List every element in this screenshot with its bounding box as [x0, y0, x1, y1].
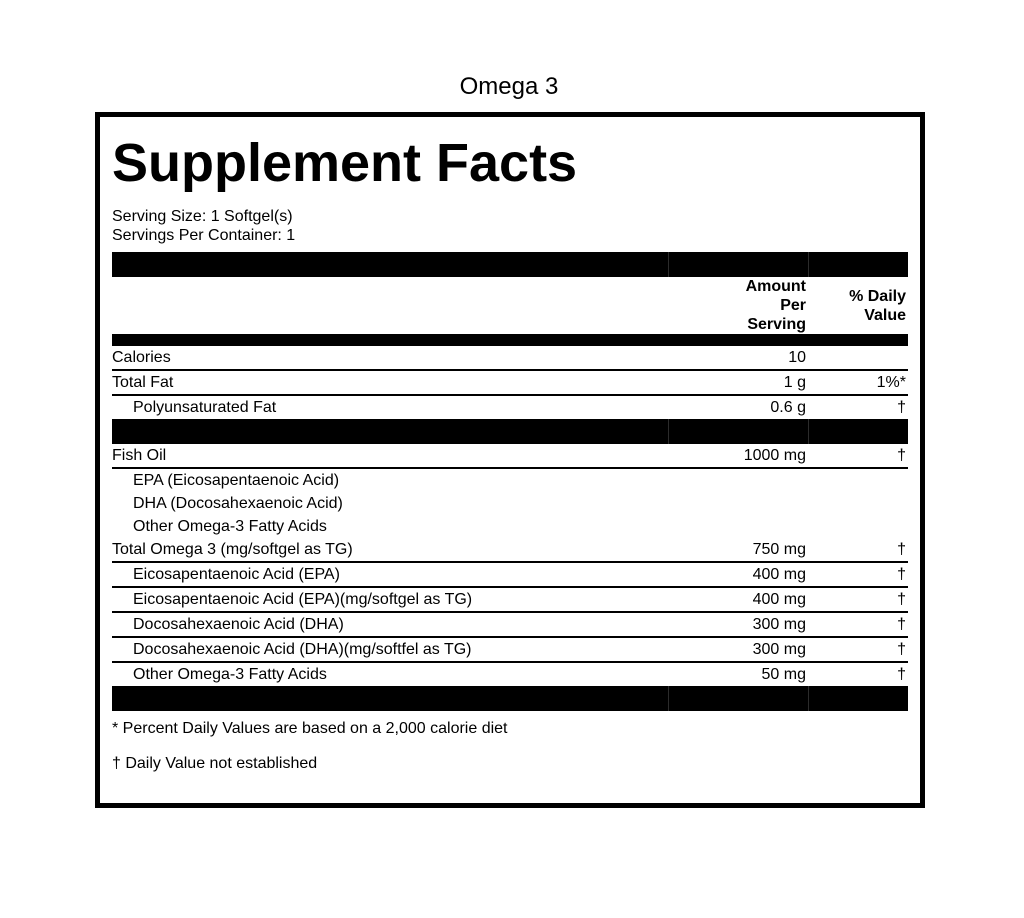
- amount-per-serving-header: Amount Per Serving: [745, 278, 806, 333]
- divider-bar-top: [112, 252, 908, 277]
- nutrient-daily-value: †: [808, 637, 908, 662]
- nutrient-daily-value: †: [808, 538, 908, 562]
- column-header-row: [112, 277, 908, 334]
- nutrient-name: Fish Oil: [112, 444, 668, 468]
- nutrient-amount: 300 mg: [668, 637, 808, 662]
- nutrient-daily-value: 1%*: [808, 370, 908, 395]
- serving-size: Serving Size: 1 Softgel(s): [112, 208, 293, 225]
- table-row: [112, 370, 908, 395]
- footnote-dagger: † Daily Value not established: [112, 755, 318, 772]
- nutrient-daily-value: †: [808, 562, 908, 587]
- nutrient-daily-value: †: [808, 587, 908, 612]
- nutrient-amount: 1000 mg: [668, 444, 808, 468]
- nutrient-daily-value: [808, 346, 908, 370]
- nutrient-amount: 400 mg: [668, 562, 808, 587]
- product-name: Omega 3: [459, 73, 559, 100]
- table-row: [112, 612, 908, 637]
- servings-per-container: Servings Per Container: 1: [112, 227, 296, 244]
- nutrient-amount: 50 mg: [761, 666, 806, 683]
- nutrient-amount: [668, 515, 808, 538]
- nutrient-amount: 0.6 g: [770, 399, 806, 416]
- nutrient-amount: 300 mg: [668, 612, 808, 637]
- table-row: [112, 346, 908, 370]
- table-row: [112, 395, 908, 419]
- divider-bar-section: [112, 419, 908, 444]
- nutrient-name: Other Omega-3 Fatty Acids: [133, 666, 327, 683]
- nutrient-name: Polyunsaturated Fat: [133, 399, 277, 416]
- nutrient-amount: [668, 492, 808, 515]
- nutrient-name: Docosahexaenoic Acid (DHA): [112, 612, 668, 637]
- serving-info: [112, 207, 295, 245]
- nutrient-name: Eicosapentaenoic Acid (EPA): [112, 562, 668, 587]
- nutrient-amount: 1 g: [668, 370, 808, 395]
- divider-bar-bottom: [112, 686, 908, 711]
- nutrient-name: Total Fat: [112, 370, 668, 395]
- table-row: [112, 515, 908, 538]
- nutrient-amount: 750 mg: [668, 538, 808, 562]
- table-row: [112, 468, 908, 492]
- divider-bar-header: [112, 334, 908, 346]
- nutrient-daily-value: †: [897, 666, 906, 683]
- nutrient-amount: 400 mg: [668, 587, 808, 612]
- nutrient-daily-value: †: [808, 612, 908, 637]
- nutrient-daily-value: †: [808, 444, 908, 468]
- nutrient-daily-value: [808, 515, 908, 538]
- table-row: [112, 637, 908, 662]
- facts-title: Supplement Facts: [112, 133, 578, 193]
- nutrient-name: Calories: [112, 346, 668, 370]
- table-row: [112, 562, 908, 587]
- footnote-percent-daily-value: * Percent Daily Values are based on a 2,000 calorie diet: [112, 720, 508, 737]
- facts-table: [112, 252, 908, 711]
- table-row: [112, 587, 908, 612]
- nutrient-amount: [668, 468, 808, 492]
- nutrient-name: Total Omega 3 (mg/softgel as TG): [112, 538, 668, 562]
- table-row: [112, 492, 908, 515]
- table-row: [112, 538, 908, 562]
- nutrient-daily-value: [808, 492, 908, 515]
- supplement-facts-panel: [95, 112, 925, 808]
- nutrient-name: Docosahexaenoic Acid (DHA)(mg/softfel as TG): [112, 637, 668, 662]
- nutrient-name: Eicosapentaenoic Acid (EPA)(mg/softgel as TG): [112, 587, 668, 612]
- nutrient-daily-value: †: [897, 399, 906, 416]
- nutrient-amount: 10: [668, 346, 808, 370]
- nutrient-name: DHA (Docosahexaenoic Acid): [133, 495, 343, 512]
- table-row: [112, 444, 908, 468]
- nutrient-daily-value: [808, 468, 908, 492]
- table-row: [112, 662, 908, 686]
- nutrient-name: Other Omega-3 Fatty Acids: [133, 518, 327, 535]
- nutrient-name: EPA (Eicosapentaenoic Acid): [133, 472, 340, 489]
- daily-value-header: % Daily Value: [849, 287, 906, 324]
